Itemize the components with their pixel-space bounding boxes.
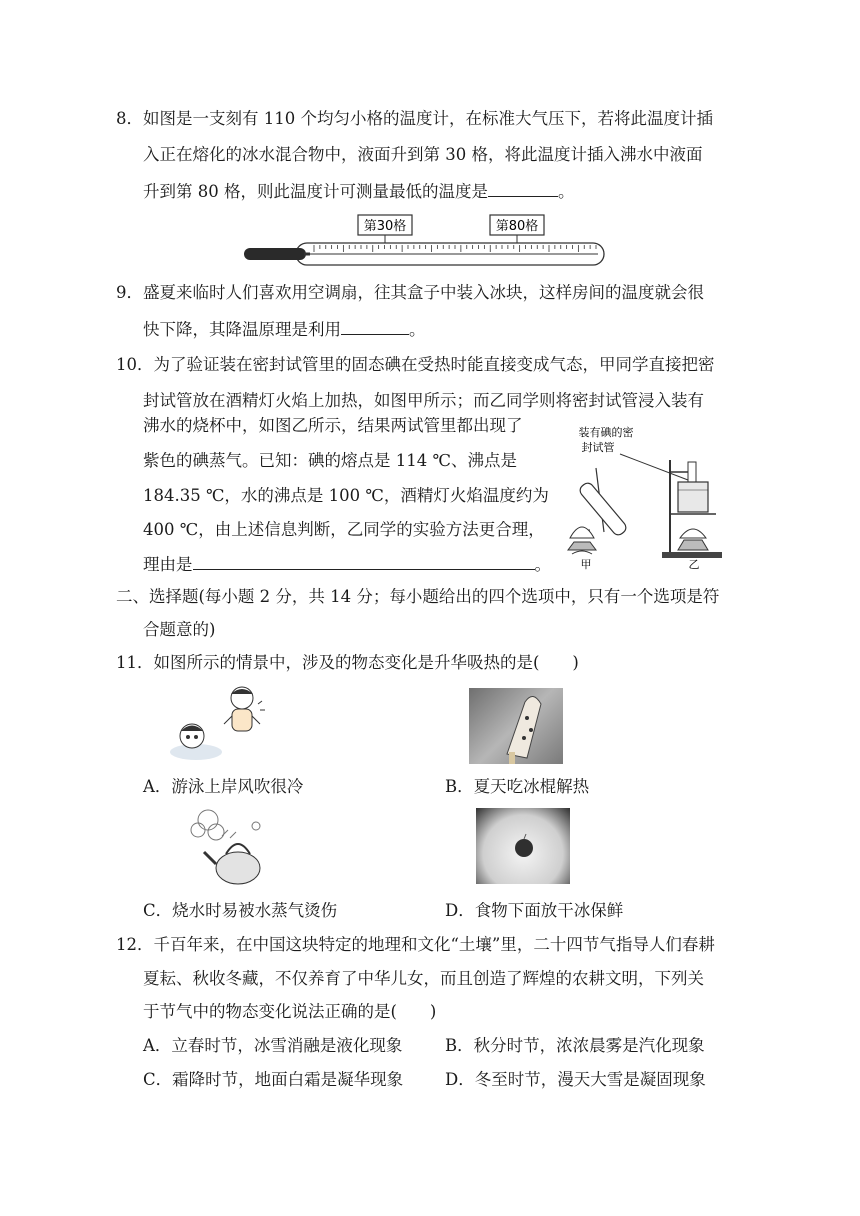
q8-line-2: 入正在熔化的冰水混合物中，液面升到第 30 格，将此温度计插入沸水中液面 <box>143 145 703 164</box>
q10-line-7-text: 理由是 <box>143 555 193 574</box>
q10-answer-blank[interactable] <box>193 553 535 570</box>
label-80: 第80格 <box>495 219 539 234</box>
q10-line-5: 184.35 ℃，水的沸点是 100 ℃，酒精灯火焰温度约为 <box>143 486 549 505</box>
q8-line-3-end: 。 <box>558 182 575 201</box>
tube-label-2: 封试管 <box>581 441 615 454</box>
caption-a: 甲 <box>580 558 592 571</box>
q9-line-2-end: 。 <box>409 320 426 339</box>
q10-line-3: 沸水的烧杯中，如图乙所示，结果两试管里都出现了 <box>143 416 523 435</box>
tube-label-1: 装有碘的密 <box>578 426 634 439</box>
q12-option-b[interactable]: B．秋分时节，浓浓晨雾是汽化现象 <box>445 1036 705 1055</box>
q8-line-3 <box>143 180 575 203</box>
q10-line-2: 封试管放在酒精灯火焰上加热，如图甲所示；而乙同学则将密封试管浸入装有 <box>143 391 704 410</box>
setup-a-tube-over-flame <box>568 468 628 554</box>
q11-option-d[interactable]: D．食物下面放干冰保鲜 <box>445 901 624 920</box>
setup-b-beaker-on-stand <box>662 460 722 558</box>
q11-option-c[interactable]: C．烧水时易被水蒸气烫伤 <box>143 901 338 920</box>
q12-option-d[interactable]: D．冬至时节，漫天大雪是凝固现象 <box>445 1070 706 1089</box>
option-d-dry-ice-image <box>476 808 570 884</box>
q12-line-2: 夏耘、秋收冬藏，不仅养育了中华儿女，而且创造了辉煌的农耕文明，下列关 <box>143 969 704 988</box>
q9-line-1: 9．盛夏来临时人们喜欢用空调扇，往其盒子中装入冰块，这样房间的温度就会很 <box>116 283 704 302</box>
q9-line-2-text: 快下降，其降温原理是利用 <box>143 320 341 339</box>
label-30: 第30格 <box>363 219 407 234</box>
thermometer-bulb <box>244 248 306 260</box>
option-b-popsicle-image <box>469 688 563 764</box>
q10-line-7 <box>143 553 551 576</box>
q12-line-3: 于节气中的物态变化说法正确的是( ) <box>143 1002 437 1021</box>
option-c-kettle-image <box>186 806 270 886</box>
q8-line-1: 8．如图是一支刻有 110 个均匀小格的温度计，在标准大气压下，若将此温度计插 <box>116 109 713 128</box>
section-2-line-2: 合题意的) <box>143 620 216 639</box>
q11-stem: 11．如图所示的情景中，涉及的物态变化是升华吸热的是( ) <box>116 653 579 672</box>
q12-option-c[interactable]: C．霜降时节，地面白霜是凝华现象 <box>143 1070 404 1089</box>
q10-line-1: 10．为了验证装在密封试管里的固态碘在受热时能直接变成气态，甲同学直接把密 <box>116 355 715 374</box>
q12-line-1: 12．千百年来，在中国这块特定的地理和文化“土壤”里，二十四节气指导人们春耕 <box>116 935 715 954</box>
q11-option-a[interactable]: A．游泳上岸风吹很冷 <box>143 777 304 796</box>
q8-line-3-text: 升到第 80 格，则此温度计可测量最低的温度是 <box>143 182 488 201</box>
q12-option-a[interactable]: A．立春时节，冰雪消融是液化现象 <box>143 1036 403 1055</box>
q9-line-2 <box>143 318 426 341</box>
caption-b: 乙 <box>688 558 700 571</box>
iodine-experiment-figure <box>560 420 730 572</box>
option-a-swimmers-image <box>170 684 270 766</box>
q9-answer-blank[interactable] <box>341 318 409 335</box>
q10-line-4: 紫色的碘蒸气。已知：碘的熔点是 114 ℃、沸点是 <box>143 451 517 470</box>
q11-option-b[interactable]: B．夏天吃冰棍解热 <box>445 777 590 796</box>
q10-line-6: 400 ℃，由上述信息判断，乙同学的实验方法更合理， <box>143 520 545 539</box>
q10-line-7-end: 。 <box>534 555 551 574</box>
thermometer-figure <box>238 212 608 270</box>
section-2-line-1: 二、选择题(每小题 2 分，共 14 分；每小题给出的四个选项中，只有一个选项是符 <box>116 587 720 606</box>
q8-answer-blank[interactable] <box>488 180 558 197</box>
